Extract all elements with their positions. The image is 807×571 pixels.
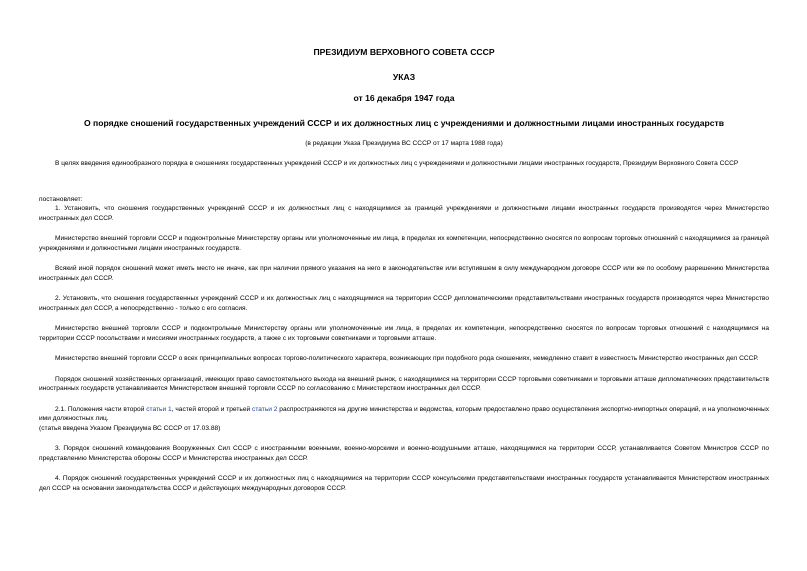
- article-1-paragraph: 1. Установить, что сношения государственных учреждений СССР и их должностных лиц с находящимися за границей учреждениями и должностными лицами иностранных государств производятся через Министерство иностранных дел СССР.: [39, 205, 769, 222]
- article-2-1-text-c: распространяются на другие министерства и ведомства, которым предоставлено право осуществления экспортно-импортных операций, и на уполномоченных ими должностных лиц.: [39, 405, 769, 422]
- issuing-body: ПРЕЗИДИУМ ВЕРХОВНОГО СОВЕТА СССР: [313, 47, 495, 57]
- decree-word: постановляет:: [39, 195, 83, 203]
- article-2-1-text-a: 2.1. Положения части второй: [55, 405, 147, 413]
- document-date: от 16 декабря 1947 года: [353, 93, 455, 103]
- article-2-1-amendment-note: (статья введена Указом Президиума ВС СССР от 17.03.88): [39, 424, 221, 432]
- document-type: УКАЗ: [392, 72, 416, 82]
- article-2-part-2: Министерство внешней торговли СССР и подконтрольные Министерству органы или уполномоченные им лица, в пределах их компетенции, непосредственно сносятся по вопросам торговых отношений с находящимися на территории СССР посольствами и миссиями иностранных государств, а также с их торговыми советниками и торговыми атташе.: [39, 325, 769, 342]
- article-2-part-4: Порядок сношений хозяйственных организаций, имеющих право самостоятельного выхода на внешний рынок, с находящимися на территории СССР торговыми советниками и торговыми атташе дипломатических представительств иностранных государств устанавливается Министерством внешней торговли СССР по согласованию с Министерством иностранных дел СССР.: [39, 375, 769, 392]
- article-1-part-3: Всякий иной порядок сношений может иметь место не иначе, как при наличии прямого указания на него в законодательстве или вступившем в силу международном договоре СССР или же по особому разрешению Министерства иностранных дел СССР.: [39, 265, 769, 282]
- article-2-1-paragraph: [39, 405, 769, 434]
- article-2-paragraph: 2. Установить, что сношения государственных учреждений СССР и их должностных лиц с находящимися на территории СССР дипломатическими представительствами иностранных государств производятся через Министерство иностранных дел СССР, а непосредственно - только с его согласия.: [39, 295, 769, 312]
- document-title: О порядке сношений государственных учреждений СССР и их должностных лиц с учреждениями и должностными лицами иностранных государств: [83, 118, 725, 128]
- article-2-1-text-b: , частей второй и третьей: [171, 405, 253, 413]
- preamble-paragraph: В целях введения единообразного порядка в сношениях государственных учреждений СССР и их должностных лиц с учреждениями и должностными лицами иностранных государств, Президиум Верховного Совета СССР: [55, 160, 739, 167]
- article-1-link[interactable]: статьи 1: [146, 405, 172, 413]
- article-1-part-2: Министерство внешней торговли СССР и подконтрольные Министерству органы или уполномоченные им лица, в пределах их компетенции, непосредственно сносятся по вопросам торговых отношений с находящимися за границей учреждениями и должностными лицами иностранных государств.: [39, 235, 769, 252]
- article-3-paragraph: 3. Порядок сношений командования Вооруженных Сил СССР с иностранными военными, военно-морскими и военно-воздушными атташе, находящимися на территории СССР, устанавливается Советом Министров СССР по представлению Министерства обороны СССР и Министерства иностранных дел СССР.: [39, 445, 769, 462]
- article-2-part-3: Министерство внешней торговли СССР о всех принципиальных вопросах торгово-политического характера, возникающих при подобного рода сношениях, немедленно ставит в известность Министерство иностранных дел СССР.: [55, 355, 759, 362]
- edition-note: (в редакции Указа Президиума ВС СССР от 17 марта 1988 года): [305, 140, 503, 147]
- article-4-paragraph: 4. Порядок сношений государственных учреждений СССР и их должностных лиц с находящимися на территории СССР консульскими представительствами иностранных государств устанавливается Министерством иностранных дел СССР на основании законодательства СССР и действующих международных договоров СССР.: [39, 475, 769, 492]
- article-2-link[interactable]: статьи 2: [252, 405, 278, 413]
